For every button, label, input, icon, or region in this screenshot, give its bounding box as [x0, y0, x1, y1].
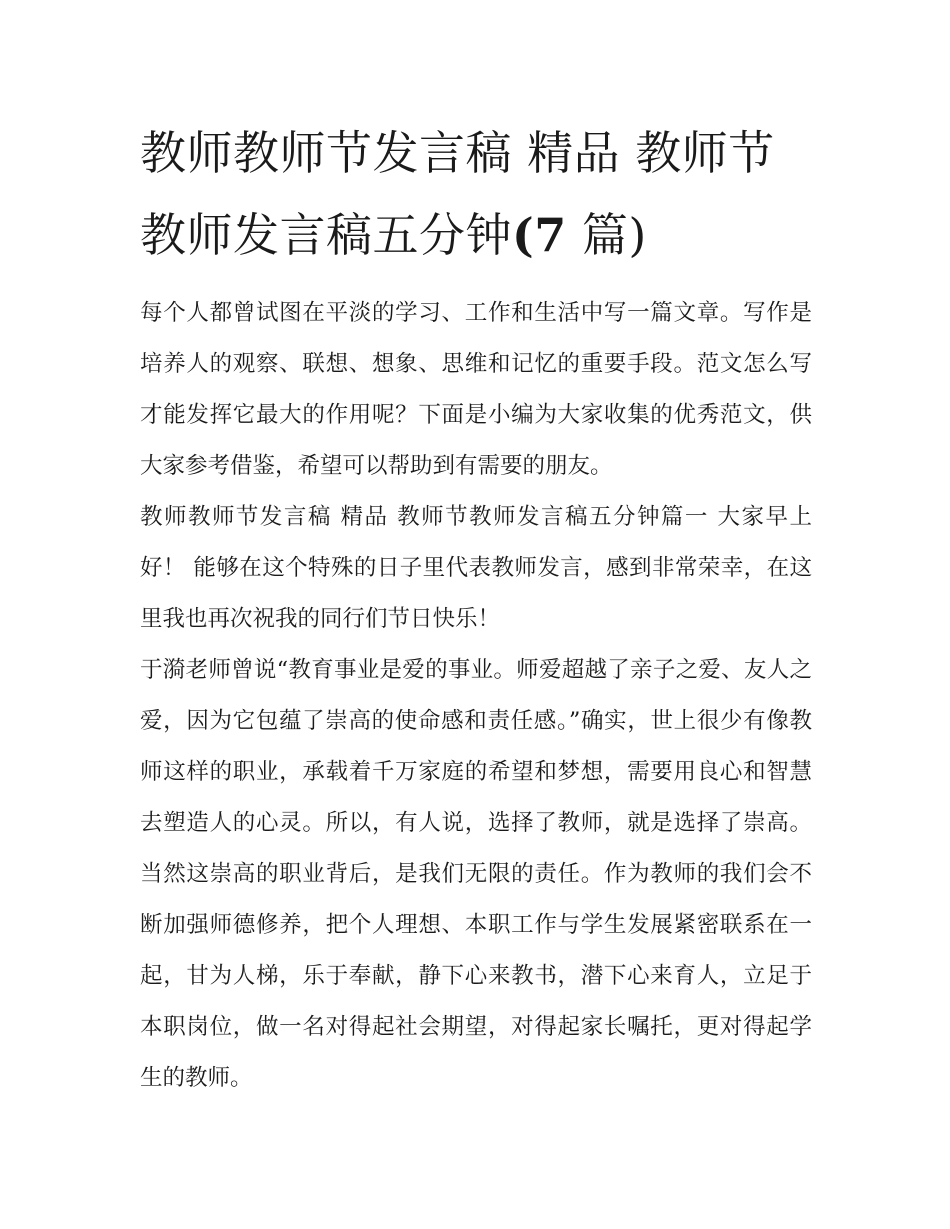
section-one-paragraph: 教师教师节发言稿 精品 教师节教师发言稿五分钟篇一 大家早上好！ 能够在这个特殊的日子里代表教师发言，感到非常荣幸，在这里我也再次祝我的同行们节日快乐！ [140, 504, 812, 632]
title-text: 教师教师节发言稿 精品 教师节教师发言稿五分钟 [140, 126, 775, 262]
title-count: (7 [512, 208, 567, 262]
intro-paragraph: 每个人都曾试图在平淡的学习、工作和生活中写一篇文章。写作是培养人的观察、联想、想象、思维和记忆的重要手段。范文怎么写才能发挥它最大的作用呢？下面是小编为大家收集的优秀范文，供大家参考借鉴，希望可以帮助到有需要的朋友。 [140, 300, 812, 479]
title-suffix: 篇) [566, 208, 647, 262]
document-title [140, 112, 812, 276]
quote-paragraph: 于漪老师曾说“教育事业是爱的事业。师爱超越了亲子之爱、友人之爱，因为它包蕴了崇高的使命感和责任感。”确实，世上很少有像教师这样的职业，承载着千万家庭的希望和梦想，需要用良心和智慧去塑造人的心灵。所以，有人说，选择了教师，就是选择了崇高。当然这崇高的职业背后，是我们无限的责任。作为教师的我们会不断加强师德修养，把个人理想、本职工作与学生发展紧密联系在一起，甘为人梯，乐于奉献，静下心来教书，潜下心来育人，立足于本职岗位，做一名对得起社会期望，对得起家长嘱托，更对得起学生的教师。 [140, 657, 812, 1091]
